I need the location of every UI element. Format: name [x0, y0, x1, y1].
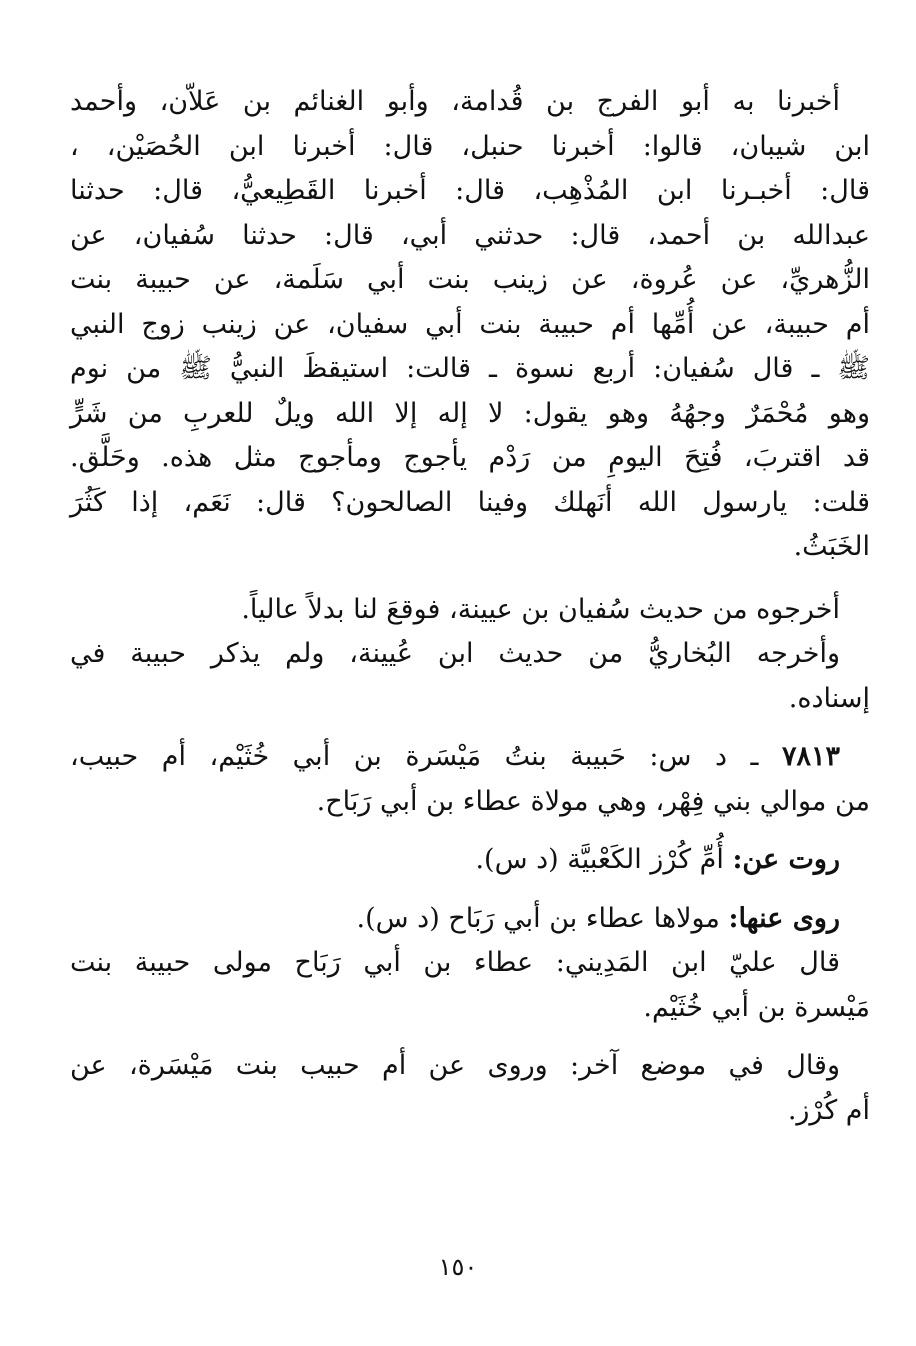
text-line: أخبرنا به أبو الفرج بن قُدامة، وأبو الغنائم بن عَلاّن، وأحمد — [70, 86, 840, 117]
text-line — [70, 838, 870, 883]
text-line: مَيْسرة بن أبي خُثَيْم. — [643, 991, 870, 1023]
text-line — [70, 735, 870, 780]
takhrij-paragraph — [70, 588, 870, 633]
text-line: عبدالله بن أحمد، قال: حدثني أبي، قال: حدثنا سُفيان، عن — [70, 219, 870, 251]
madini-paragraph — [70, 941, 870, 1030]
narrated-by-label: روى عنها: — [728, 902, 840, 934]
biography-entry-heading — [70, 735, 870, 824]
bukhari-paragraph — [70, 632, 870, 721]
page-number: ١٥٠ — [438, 1253, 478, 1281]
text-line: الخَبَثُ. — [793, 531, 870, 562]
text-line: وقال في موضع آخر: وروى عن أم حبيب بنت مَيْسَرة، عن — [70, 1050, 840, 1081]
narrated-from-label: روت عن: — [732, 844, 840, 875]
text-line: أم حبيبة، عن أُمِّها أم حبيبة بنت أبي سفيان، عن زينب زوج النبي — [70, 308, 870, 340]
text-line: أم كُرْز. — [787, 1094, 870, 1126]
page-body — [70, 80, 870, 1133]
other-place-paragraph — [70, 1044, 870, 1133]
text-line: قد اقتربَ، فُتِحَ اليومِ من رَدْم يأجوج ومأجوج مثل هذه. وحَلَّق. — [70, 442, 870, 473]
text-line: قال عليّ ابن المَدِيني: عطاء بن أبي رَبَاح مولى حبيبة بنت — [70, 947, 840, 978]
text-line: قال: أخبـرنا ابن المُذْهِب، قال: أخبرنا القَطِيعيُّ، قال: حدثنا — [70, 175, 870, 206]
hadith-paragraph — [70, 80, 870, 570]
text-line: من موالي بني فِهْر، وهي مولاة عطاء بن أبي رَبَاح. — [316, 785, 870, 817]
text-line: إسناده. — [788, 682, 870, 714]
entry-title: ـ د س: حَبيبة بنتُ مَيْسَرة بن أبي خُثَيْم، أم حبيب، — [70, 741, 782, 772]
text-line: ﷺ ـ قال سُفيان: أربع نسوة ـ قالت: استيقظَ النبيُّ ﷺ من نوم — [70, 353, 870, 384]
text-line — [70, 897, 870, 942]
narrated-by-text: مولاها عطاء بن أبي رَبَاح (د س). — [356, 902, 729, 934]
narrated-from-text: أُمِّ كُرْز الكَعْبيَّة (د س). — [475, 844, 733, 875]
text-line: وأخرجه البُخاريُّ من حديث ابن عُيينة، ولم يذكر حبيبة في — [70, 638, 840, 669]
text-line: وهو مُحْمَرٌ وجهُهُ وهو يقول: لا إله إلا الله ويلٌ للعربِ من شَرٍّ — [70, 397, 870, 429]
text-line: أخرجوه من حديث سُفيان بن عيينة، فوقعَ لنا بدلاً عالياً. — [241, 593, 840, 625]
entry-number: ٧٨١٣ — [781, 741, 840, 772]
narrated-by — [70, 897, 870, 942]
text-line: قلت: يارسول الله أنَهلك وفينا الصالحون؟ قال: نَعَم، إذا كَثُرَ — [70, 486, 870, 518]
text-line: ابن شيبان، قالوا: أخبرنا حنبل، قال: أخبرنا ابن الحُصَيْن، ، — [70, 130, 870, 162]
narrated-from — [70, 838, 870, 883]
text-line: الزُّهريِّ، عن عُروة، عن زينب بنت أبي سَلَمة، عن حبيبة بنت — [70, 264, 870, 295]
